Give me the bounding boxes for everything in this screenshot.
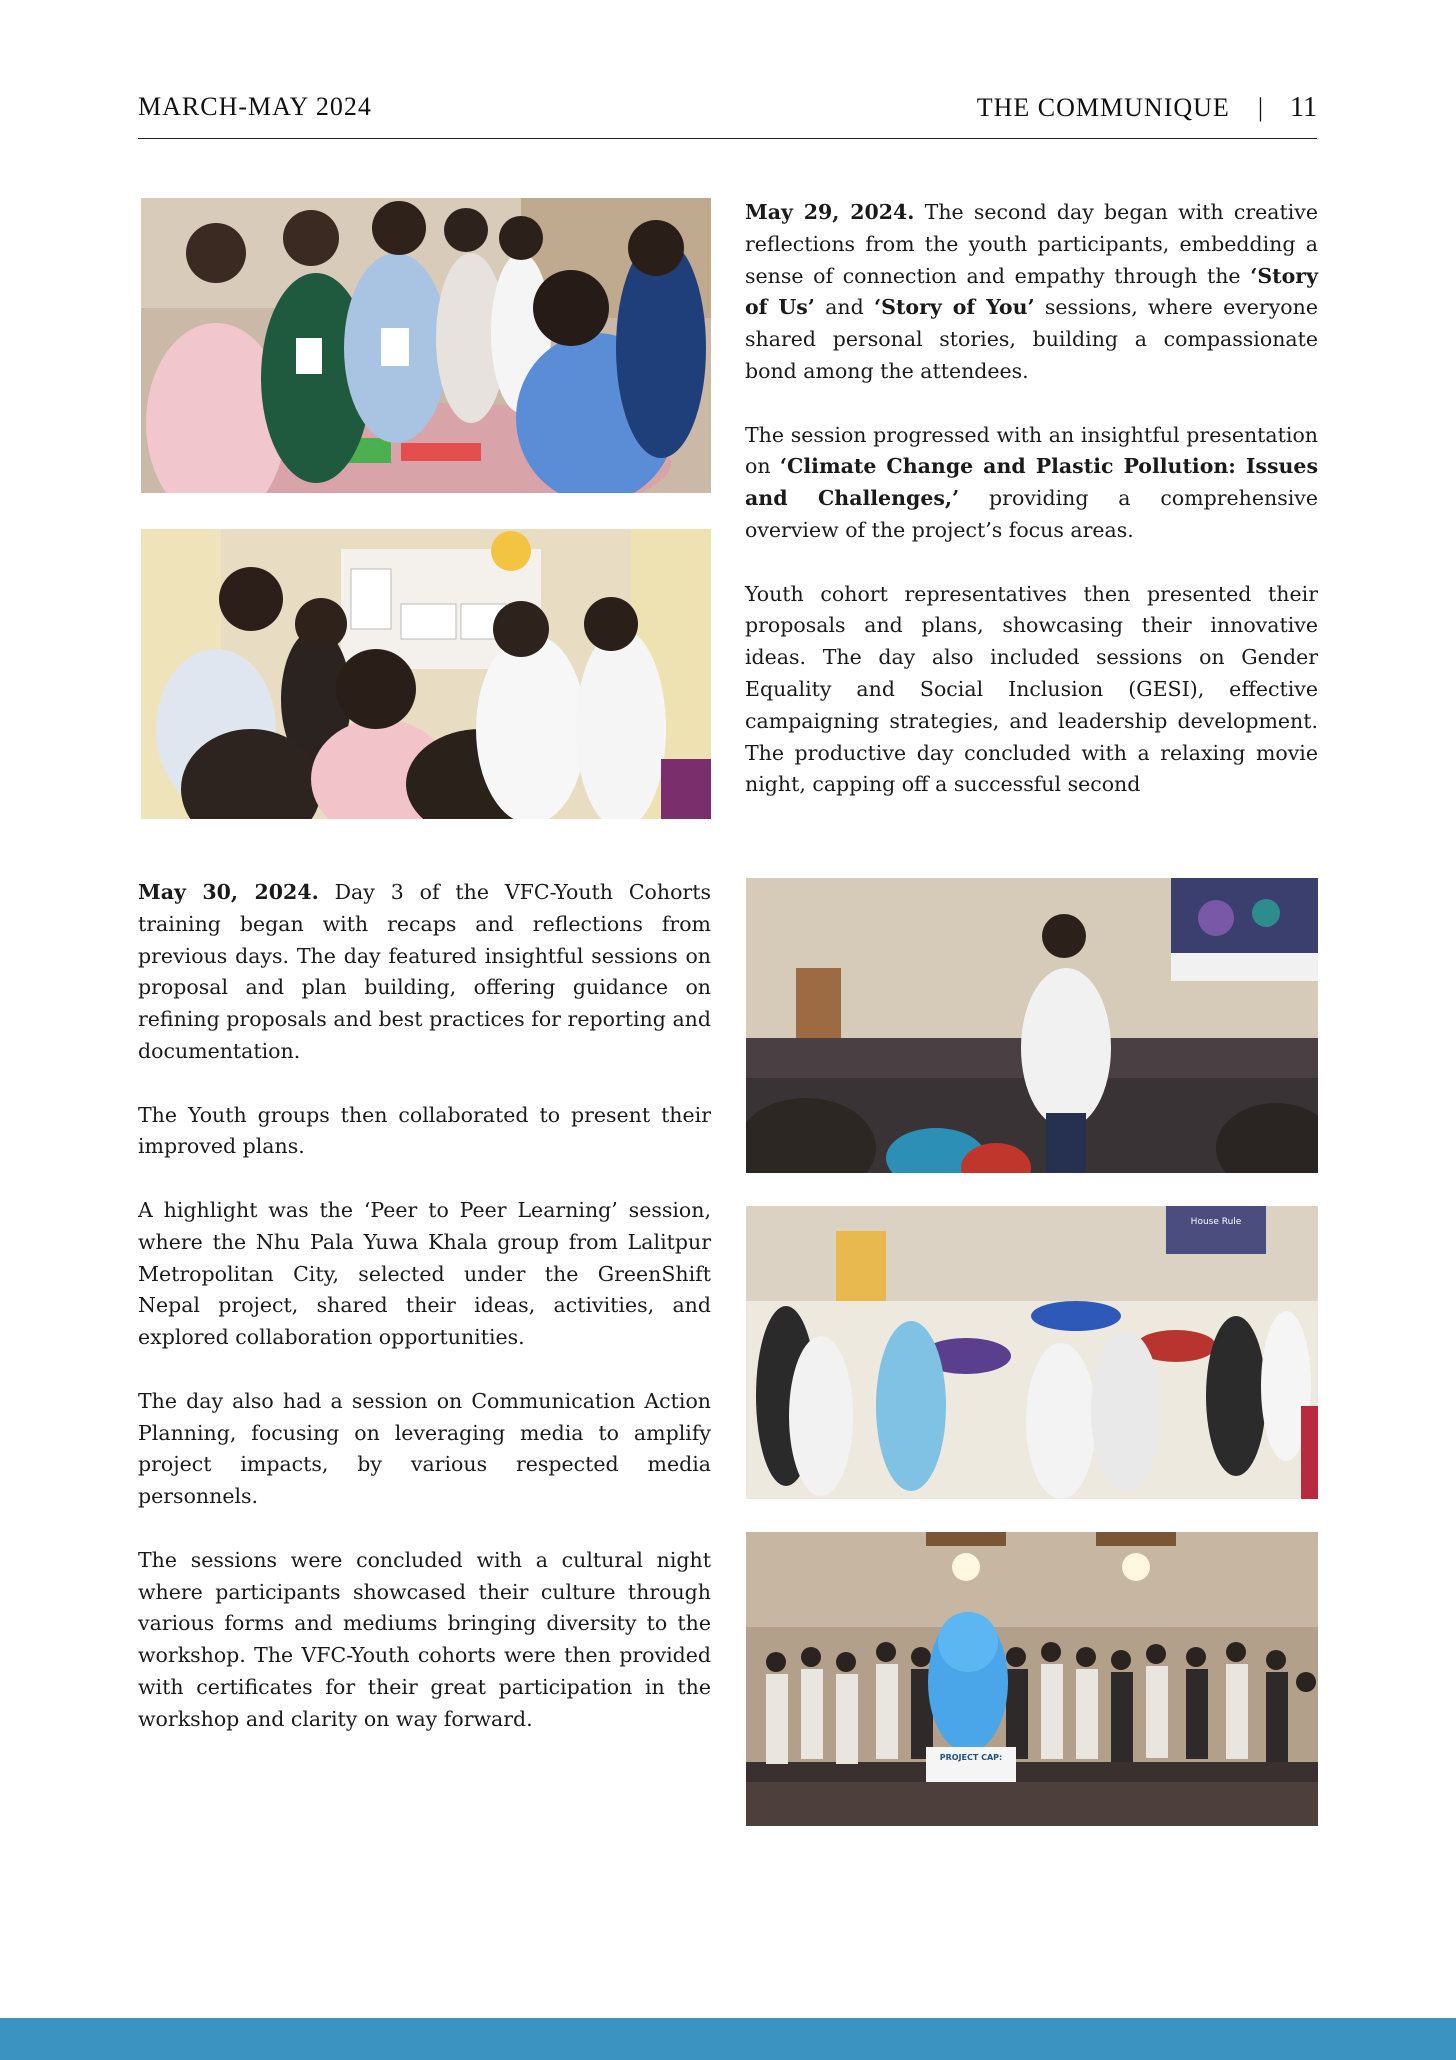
day3-paragraph-3: A highlight was the ‘Peer to Peer Learning’ session, where the Nhu Pala Yuwa Khala group from Lalitpur Metropolitan City, selected under the GreenShift Nepal project, shared their ideas, activities, and explored collaboration opportunities. xyxy=(138,1197,711,1350)
day2-text xyxy=(745,197,1318,833)
day2-p1-text-b: and xyxy=(814,295,875,320)
day2-paragraph-3: Youth cohort representatives then presented their proposals and plans, showcasing their innovative ideas. The day also included sessions on Gender Equality and Social Inclusion (GESI), effective campaigning strategies, and leadership development. The productive day concluded with a relaxing movie night, capping off a successful second xyxy=(745,581,1318,797)
issue-date-range: MARCH-MAY 2024 xyxy=(138,92,372,121)
publication-header xyxy=(977,92,1317,124)
day2-p1-text-a: The second day began with creative reflections from the youth participants, embedding a sense of connection and empathy through the xyxy=(745,200,1318,288)
day2-p2-text-b: providing a comprehensive overview of the project’s focus areas. xyxy=(745,486,1318,542)
photo-group-wall-chart xyxy=(141,529,711,819)
photo-hall-activity xyxy=(746,1206,1318,1499)
story-of-us: ‘Story of Us’ xyxy=(745,263,1318,320)
publication-title: THE COMMUNIQUE xyxy=(976,93,1230,122)
photo5-standee-text: PROJECT CAP: xyxy=(939,1753,1003,1762)
day3-text xyxy=(138,877,711,1767)
day3-paragraph-4: The day also had a session on Communication Action Planning, focusing on leveraging media to amplify project impacts, by various respected media personnels. xyxy=(138,1388,711,1509)
day3-paragraph-2: The Youth groups then collaborated to present their improved plans. xyxy=(138,1102,711,1159)
story-of-you: ‘Story of You’ xyxy=(874,295,1035,320)
day2-date: May 29, 2024. xyxy=(745,200,915,224)
photo4-screen-text: House Rule xyxy=(1190,1217,1242,1227)
photo-group-certificates xyxy=(746,1532,1318,1826)
day3-date: May 30, 2024. xyxy=(138,880,319,904)
climate-change-session-title: ‘Climate Change and Plastic Pollution: Issues and Challenges,’ xyxy=(745,454,1319,511)
day2-p2-text-a: The session progressed with an insightful presentation on xyxy=(745,422,1318,479)
day3-paragraph-5: The sessions were concluded with a cultural night where participants showcased their culture through various forms and mediums bringing diversity to the workshop. The VFC-Youth cohorts were then provided with certificates for their great participation in the workshop and clarity on way forward. xyxy=(138,1547,711,1731)
footer-color-bar xyxy=(0,2018,1456,2060)
day3-p1-text: Day 3 of the VFC-Youth Cohorts training began with recaps and reflections from previous days. The day featured insightful sessions on proposal and plan building, offering guidance on refining proposals and best practices for reporting and documentation. xyxy=(138,880,711,1063)
day3-paragraph-1 xyxy=(138,877,711,1068)
photo-speaker-presentation xyxy=(746,878,1318,1173)
day2-paragraph-1 xyxy=(745,197,1318,388)
day2-paragraph-2 xyxy=(745,420,1318,547)
photo-group-discussion-table xyxy=(141,198,711,493)
page-number: 11 xyxy=(1290,92,1317,123)
day2-p1-text-c: sessions, where everyone shared personal stories, building a compassionate bond among the attendees. xyxy=(745,295,1318,383)
page-header xyxy=(138,88,1317,139)
header-separator: | xyxy=(1257,93,1265,122)
